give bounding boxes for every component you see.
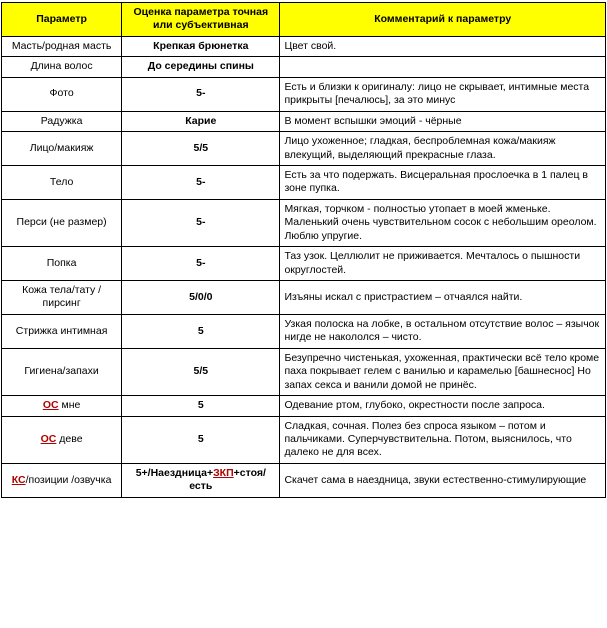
table-header-row <box>2 3 606 37</box>
row-score: До середины спины <box>122 57 280 77</box>
row-param-rest: деве <box>56 432 83 445</box>
table-row <box>2 396 606 416</box>
row-param: Стрижка интимная <box>2 314 122 348</box>
table-row <box>2 57 606 77</box>
table-row <box>2 463 606 497</box>
row-param: Кожа тела/тату /пирсинг <box>2 281 122 315</box>
table-row <box>2 314 606 348</box>
row-score: 5 <box>122 314 280 348</box>
row-score: Карие <box>122 111 280 131</box>
row-param-accent: ОС <box>40 432 57 445</box>
row-param-rest: /позиции /озвучка <box>25 473 112 486</box>
row-score-prefix: 5+/Наездница+ <box>135 466 214 479</box>
row-param-rest: мне <box>58 399 81 412</box>
header-parameter: Параметр <box>2 3 122 37</box>
table-row <box>2 36 606 56</box>
row-comment: Лицо ухоженное; гладкая, беспроблемная кожа/макияж влекущий, выделяющий прекрасные глаза. <box>280 132 606 166</box>
row-param: Радужка <box>2 111 122 131</box>
row-comment: Скачет сама в наездница, звуки естественно-стимулирующие <box>280 463 606 497</box>
row-score: Крепкая брюнетка <box>122 36 280 56</box>
table-row <box>2 281 606 315</box>
row-param: Фото <box>2 77 122 111</box>
row-comment: В момент вспышки эмоций - чёрные <box>280 111 606 131</box>
row-score: 5- <box>122 199 280 246</box>
row-param <box>2 416 122 463</box>
table-row <box>2 416 606 463</box>
header-comment: Комментарий к параметру <box>280 3 606 37</box>
row-score-suffix: +стоя/есть <box>189 466 266 493</box>
row-score: 5/5 <box>122 348 280 395</box>
row-comment: Сладкая, сочная. Полез без спроса языком – потом и пальчиками. Суперчувствительна. Потом, выяснилось, что далеко не для всех. <box>280 416 606 463</box>
header-score: Оценка параметра точная или субъективная <box>122 3 280 37</box>
table-row <box>2 165 606 199</box>
table-header <box>2 3 606 37</box>
row-score: 5 <box>122 396 280 416</box>
row-comment <box>280 57 606 77</box>
table-row <box>2 348 606 395</box>
parameter-table <box>1 2 606 498</box>
table-row <box>2 247 606 281</box>
row-comment: Одевание ртом, глубоко, окрестности после запроса. <box>280 396 606 416</box>
row-comment: Изъяны искал с пристрастием – отчаялся найти. <box>280 281 606 315</box>
row-param: Попка <box>2 247 122 281</box>
row-param: Лицо/макияж <box>2 132 122 166</box>
row-param: Гигиена/запахи <box>2 348 122 395</box>
table-row <box>2 199 606 246</box>
row-comment: Безупречно чистенькая, ухоженная, практически всё тело кроме паха покрывает гелем с ванилью и карамелью [башнеснос] Но запах секса и ванили домой не принёс. <box>280 348 606 395</box>
row-score: 5- <box>122 165 280 199</box>
row-score: 5/0/0 <box>122 281 280 315</box>
table-row <box>2 111 606 131</box>
row-comment: Мягкая, торчком - полностью утопает в моей жменьке. Маленький очень чувствительном сосок с небольшим ореолом. Люблю упругие. <box>280 199 606 246</box>
row-param: Длина волос <box>2 57 122 77</box>
row-score: 5- <box>122 77 280 111</box>
row-param-accent: ОС <box>42 399 59 412</box>
row-param: Тело <box>2 165 122 199</box>
row-comment: Цвет свой. <box>280 36 606 56</box>
row-param <box>2 396 122 416</box>
row-score-accent: ЗКП <box>213 466 234 479</box>
table-body <box>2 36 606 497</box>
row-comment: Есть и близки к оригиналу: лицо не скрывает, интимные места прикрыты [печалюсь], за это минус <box>280 77 606 111</box>
row-param: Перси (не размер) <box>2 199 122 246</box>
row-score: 5 <box>122 416 280 463</box>
row-param-accent: КС <box>11 473 26 486</box>
row-comment: Есть за что подержать. Висцеральная прослоечка в 1 палец в зоне пупка. <box>280 165 606 199</box>
row-score: 5- <box>122 247 280 281</box>
row-comment: Узкая полоска на лобке, в остальном отсутствие волос – язычок нигде не накололся – чисто. <box>280 314 606 348</box>
table-row <box>2 77 606 111</box>
row-param: Масть/родная масть <box>2 36 122 56</box>
row-score: 5/5 <box>122 132 280 166</box>
row-score <box>122 463 280 497</box>
row-param <box>2 463 122 497</box>
table-row <box>2 132 606 166</box>
row-comment: Таз узок. Целлюлит не приживается. Мечталось о пышности округлостей. <box>280 247 606 281</box>
